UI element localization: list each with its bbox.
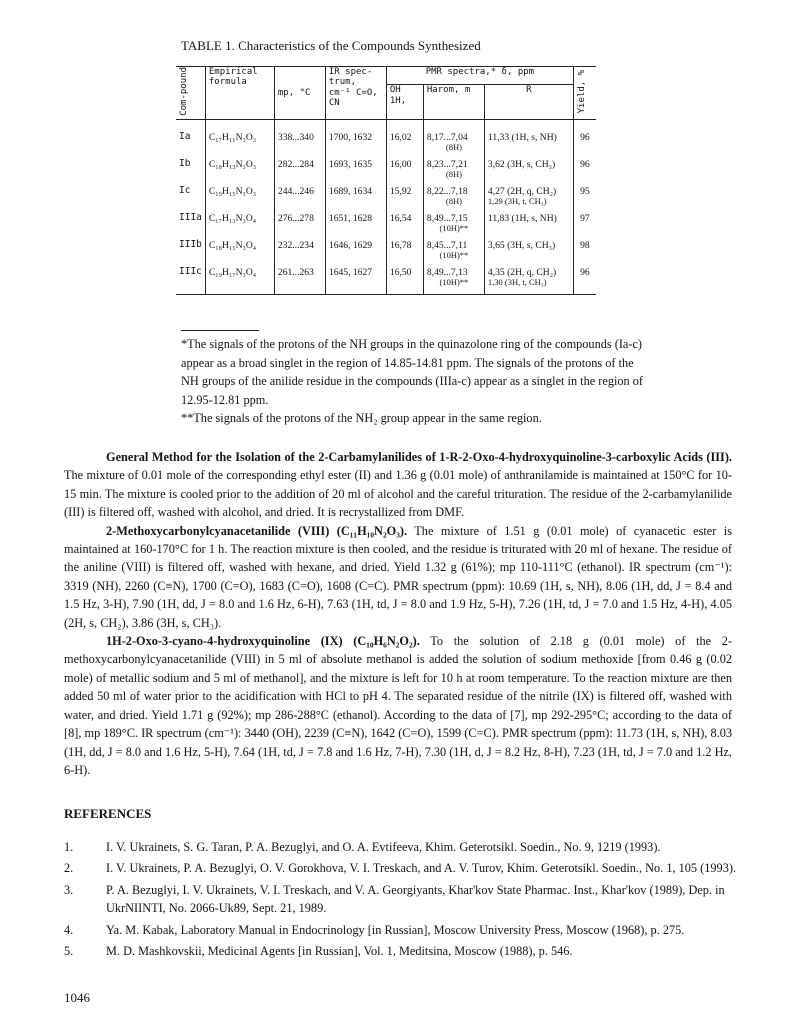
cell-r: [484, 120, 573, 157]
cell-subvalue: (10H)**: [439, 250, 469, 261]
table-row: [176, 210, 596, 237]
cell-yield: [573, 183, 596, 210]
cell-value: 96: [580, 267, 590, 279]
reference-number: 5.: [64, 944, 74, 959]
cell-mp: [274, 264, 325, 295]
table-row: [176, 156, 596, 183]
cell-yield: [573, 210, 596, 237]
table-row: [176, 120, 596, 157]
cell-oh: [386, 210, 423, 237]
cell-value: 8,49...7,13: [426, 267, 468, 279]
cell-value: 16,78: [389, 240, 412, 252]
reference-text: P. A. Bezuglyi, I. V. Ukrainets, V. I. Treskach, and V. A. Georgiyants, Khar'kov State Pharmac. Inst., Khar'kov (1989), Dep. in UkrNIINTI, No. 2066-Uk89, Sept. 21, 1989.: [106, 882, 725, 916]
cell-value: 16,02: [389, 132, 412, 144]
table-row: [176, 264, 596, 295]
cell-r: [484, 237, 573, 264]
cell-formula: [205, 120, 274, 157]
table-caption: TABLE 1. Characteristics of the Compounds Synthesized: [181, 38, 481, 53]
cell-value: IIIb: [179, 239, 202, 251]
cell-mp: [274, 120, 325, 157]
cell-value: 276...278: [277, 213, 314, 225]
cell-oh: [386, 183, 423, 210]
cell-value: 282...284: [277, 159, 314, 171]
cell-mp: [274, 237, 325, 264]
cell-value: 3,62 (3H, s, CH₃): [487, 159, 556, 171]
paragraph-heading: 1H-2-Oxo-3-cyano-4-hydroxyquinoline (IX) (C₁₀H₆N₂O₂).: [106, 634, 420, 649]
cell-compound: [176, 237, 205, 264]
reference-number: 4.: [64, 922, 74, 937]
cell-harom: [423, 120, 484, 157]
cell-ir: [325, 183, 386, 210]
cell-ir: [325, 237, 386, 264]
cell-value: 97: [580, 213, 590, 225]
reference-number: 1.: [64, 840, 74, 854]
cell-r: [484, 156, 573, 183]
table-row: [176, 237, 596, 264]
cell-yield: [573, 156, 596, 183]
cell-value: Ia: [179, 131, 191, 143]
cell-mp: [274, 156, 325, 183]
cell-compound: [176, 156, 205, 183]
characteristics-table: [176, 66, 596, 295]
footnote-rule: [181, 330, 259, 331]
header-mp: mp, °C: [274, 67, 325, 120]
paragraph-general-method: [64, 448, 732, 522]
paragraph-compound-viii: [64, 522, 732, 632]
cell-harom: [423, 237, 484, 264]
cell-formula: [205, 264, 274, 295]
cell-value: Ic: [179, 185, 191, 197]
paragraph-text: The mixture of 1.51 g (0.01 mole) of cyanacetic ester is maintained at 160-170°C for 1 h. The reaction mixture is then cooled, and the residue is triturated with 20 ml of hexane. The residue of the aniline (VIII) is filtered off, washed with hexane, and dried. Yield 1.32 g (61%); mp 110-111°C (ethanol). IR spectrum (cm⁻¹): 3319 (NH), 2260 (C≡N), 1700 (C=O), 1683 (C=O), 1608 (C=C). PMR spectrum (ppm): 10.69 (1H, s, NH), 8.06 (1H, dd, J = 8.4 and 1.5 Hz, 3-H), 7.90 (1H, dd, J = 8.0 and 1.6 Hz, 6-H), 7.63 (1H, td, J = 8.0 and 1.9 Hz, 5-H), 7.26 (1H, td, J = 7.0 and 1.5 Hz, 4-H), 4.05 (2H, s, CH₂), 3.86 (3H, s, CH₃).: [64, 523, 732, 630]
paragraph-text: To the solution of 2.18 g (0.01 mole) of the 2-methoxycarbonylcyanacetanilide (VIII) in 5 ml of absolute methanol is added the solution of sodium methoxide [from 0.46 g (0.02 mole) of metallic sodium and 5 ml of methanol], and the mixture is left for 10 h at room temperature. To the reaction mixture are then added 50 ml of water prior to the acidification with HCl to pH 4. The separated residue of the nitrile (IX) is filtered off, washed with water, and dried. Yield 1.71 g (92%); mp 286-288°C (ethanol). According to the data of [7], mp 292-295°C; according to the data of [8], mp 189°C. IR spectrum (cm⁻¹): 3440 (OH), 2239 (C≡N), 1642 (C=O), 1599 (C=C). PMR spectrum (ppm): 11.73 (1H, s, NH), 8.03 (1H, dd, J = 8.0 and 1.6 Hz, 5-H), 7.64 (1H, td, J = 7.8 and 1.6 Hz, 7-H), 7.30 (1H, d, J = 8.2 Hz, 8-H), 7.23 (1H, td, J = 7.0 and 1.2 Hz, 6-H).: [64, 634, 732, 777]
header-compound: Com-pound: [176, 67, 205, 120]
cell-harom: [423, 264, 484, 295]
cell-value: C₁₈H₁₃N₃O₃: [208, 159, 257, 171]
cell-formula: [205, 237, 274, 264]
cell-value: 8,45...7,11: [426, 240, 468, 252]
cell-value: 4,27 (2H, q, CH₂): [487, 186, 557, 198]
cell-value: 4,35 (2H, q, CH₂): [487, 267, 557, 279]
table-row: [176, 183, 596, 210]
cell-subvalue: 1,29 (3H, t, CH₃): [487, 196, 547, 207]
cell-value: 232...234: [277, 240, 314, 252]
cell-yield: [573, 237, 596, 264]
cell-value: 8,17...7,04: [426, 132, 468, 144]
cell-value: 338...340: [277, 132, 314, 144]
cell-harom: [423, 183, 484, 210]
cell-value: 96: [580, 159, 590, 171]
cell-oh: [386, 156, 423, 183]
cell-value: Ib: [179, 158, 191, 170]
header-pmr: PMR spectra,* δ, ppm: [386, 67, 573, 85]
reference-item: [64, 942, 736, 960]
cell-value: 15,92: [389, 186, 412, 198]
reference-item: [64, 838, 736, 856]
cell-value: 3,65 (3H, s, CH₃): [487, 240, 556, 252]
paragraph-heading: General Method for the Isolation of the 2-Carbamylanilides of 1-R-2-Oxo-4-hydroxyquinoline-3-carboxylic Acids (III).: [106, 450, 732, 464]
cell-yield: [573, 120, 596, 157]
page-number: 1046: [64, 990, 90, 1005]
cell-ir: [325, 264, 386, 295]
cell-value: C₁₇H₁₃N₃O₄: [208, 213, 257, 225]
footnote-1: *The signals of the protons of the NH groups in the quinazolone ring of the compounds (Ia-c) appear as a broad singlet in the region of 14.85-14.81 ppm. The signals of the protons of the NH groups of the anilide residue in the compounds (IIIa-c) appear as a singlet in the region of 12.95-12.81 ppm.: [181, 337, 644, 407]
cell-value: 8,22...7,18: [426, 186, 468, 198]
header-yield: Yield, %: [573, 67, 596, 120]
cell-value: 1700, 1632: [328, 132, 373, 144]
cell-subvalue: (10H)**: [439, 277, 469, 288]
cell-compound: [176, 183, 205, 210]
header-ir: IR spec-trum, cm⁻¹ C=O, CN: [325, 67, 386, 120]
reference-item: [64, 859, 736, 877]
cell-value: 8,49...7,15: [426, 213, 468, 225]
cell-formula: [205, 156, 274, 183]
cell-value: 11,83 (1H, s, NH): [487, 213, 557, 225]
cell-value: 1646, 1629: [328, 240, 373, 252]
cell-ir: [325, 120, 386, 157]
references-heading: REFERENCES: [64, 806, 152, 821]
cell-compound: [176, 210, 205, 237]
cell-subvalue: (10H)**: [439, 223, 469, 234]
cell-formula: [205, 183, 274, 210]
cell-mp: [274, 183, 325, 210]
references-list: [64, 838, 736, 963]
header-harom: Harom, m: [423, 85, 484, 120]
reference-item: [64, 921, 736, 939]
cell-value: 1651, 1628: [328, 213, 373, 225]
cell-value: IIIc: [179, 266, 202, 278]
paragraph-compound-ix: [64, 632, 732, 779]
cell-r: [484, 183, 573, 210]
cell-value: 1689, 1634: [328, 186, 373, 198]
cell-value: 96: [580, 132, 590, 144]
cell-compound: [176, 264, 205, 295]
cell-value: 16,00: [389, 159, 412, 171]
cell-ir: [325, 156, 386, 183]
reference-text: Ya. M. Kabak, Laboratory Manual in Endocrinology [in Russian], Moscow University Press, Moscow (1968), p. 275.: [106, 922, 685, 937]
cell-subvalue: (8H): [445, 196, 462, 207]
cell-r: [484, 210, 573, 237]
cell-value: C₁₉H₁₇N₃O₄: [208, 267, 257, 279]
cell-formula: [205, 210, 274, 237]
reference-text: I. V. Ukrainets, P. A. Bezuglyi, O. V. Gorokhova, V. I. Treskach, and A. V. Turov, Khim. Geterotsikl. Soedin., No. 1, 105 (1993).: [106, 861, 737, 876]
cell-value: 1645, 1627: [328, 267, 373, 279]
cell-oh: [386, 264, 423, 295]
cell-subvalue: 1,30 (3H, t, CH₃): [487, 277, 547, 288]
cell-value: 16,50: [389, 267, 412, 279]
reference-number: 3.: [64, 882, 74, 897]
footnote-2: **The signals of the protons of the NH₂ group appear in the same region.: [181, 411, 542, 425]
cell-value: IIIa: [179, 212, 202, 224]
cell-yield: [573, 264, 596, 295]
reference-number: 2.: [64, 861, 74, 876]
cell-subvalue: (8H): [445, 142, 462, 153]
table-footnotes: [181, 335, 651, 428]
header-r: R: [484, 85, 573, 120]
paragraph-heading: 2-Methoxycarbonylcyanacetanilide (VIII) (C₁₁H₁₀N₂O₃).: [106, 523, 408, 538]
reference-text: I. V. Ukrainets, S. G. Taran, P. A. Bezuglyi, and O. A. Evtifeeva, Khim. Geterotsikl. Soedin., No. 9, 1219 (1993).: [106, 840, 661, 854]
cell-compound: [176, 120, 205, 157]
reference-item: [64, 881, 736, 918]
cell-value: 261...263: [277, 267, 314, 279]
cell-oh: [386, 237, 423, 264]
paragraph-text: The mixture of 0.01 mole of the corresponding ethyl ester (II) and 1.36 g (0.01 mole) of anthranilamide is maintained at 150°C for 10-15 min. The mixture is cooled prior to the addition of 20 ml of alcohol and the careful trituration. The residue of the 2-carbamylanilide (III) is filtered off, washed with alcohol, and dried. It is recrystallized from DMF.: [64, 468, 732, 520]
cell-value: 11,33 (1H, s, NH): [487, 132, 557, 144]
header-oh: OH 1H,: [386, 85, 423, 120]
cell-ir: [325, 210, 386, 237]
cell-subvalue: (8H): [445, 169, 462, 180]
cell-harom: [423, 210, 484, 237]
cell-r: [484, 264, 573, 295]
cell-value: 16,54: [389, 213, 412, 225]
cell-value: 8,23...7,21: [426, 159, 468, 171]
cell-value: 95: [580, 186, 590, 198]
cell-value: 98: [580, 240, 590, 252]
cell-oh: [386, 120, 423, 157]
header-formula: Empirical formula: [205, 67, 274, 120]
cell-mp: [274, 210, 325, 237]
cell-value: 1693, 1635: [328, 159, 373, 171]
cell-value: 244...246: [277, 186, 314, 198]
reference-text: M. D. Mashkovskii, Medicinal Agents [in Russian], Vol. 1, Meditsina, Moscow (1988), p. 546.: [106, 944, 573, 959]
cell-harom: [423, 156, 484, 183]
experimental-section: [64, 448, 732, 779]
cell-value: C₁₈H₁₅N₃O₄: [208, 240, 257, 252]
cell-value: C₁₇H₁₁N₃O₃: [208, 132, 257, 144]
cell-value: C₁₉H₁₅N₃O₃: [208, 186, 257, 198]
